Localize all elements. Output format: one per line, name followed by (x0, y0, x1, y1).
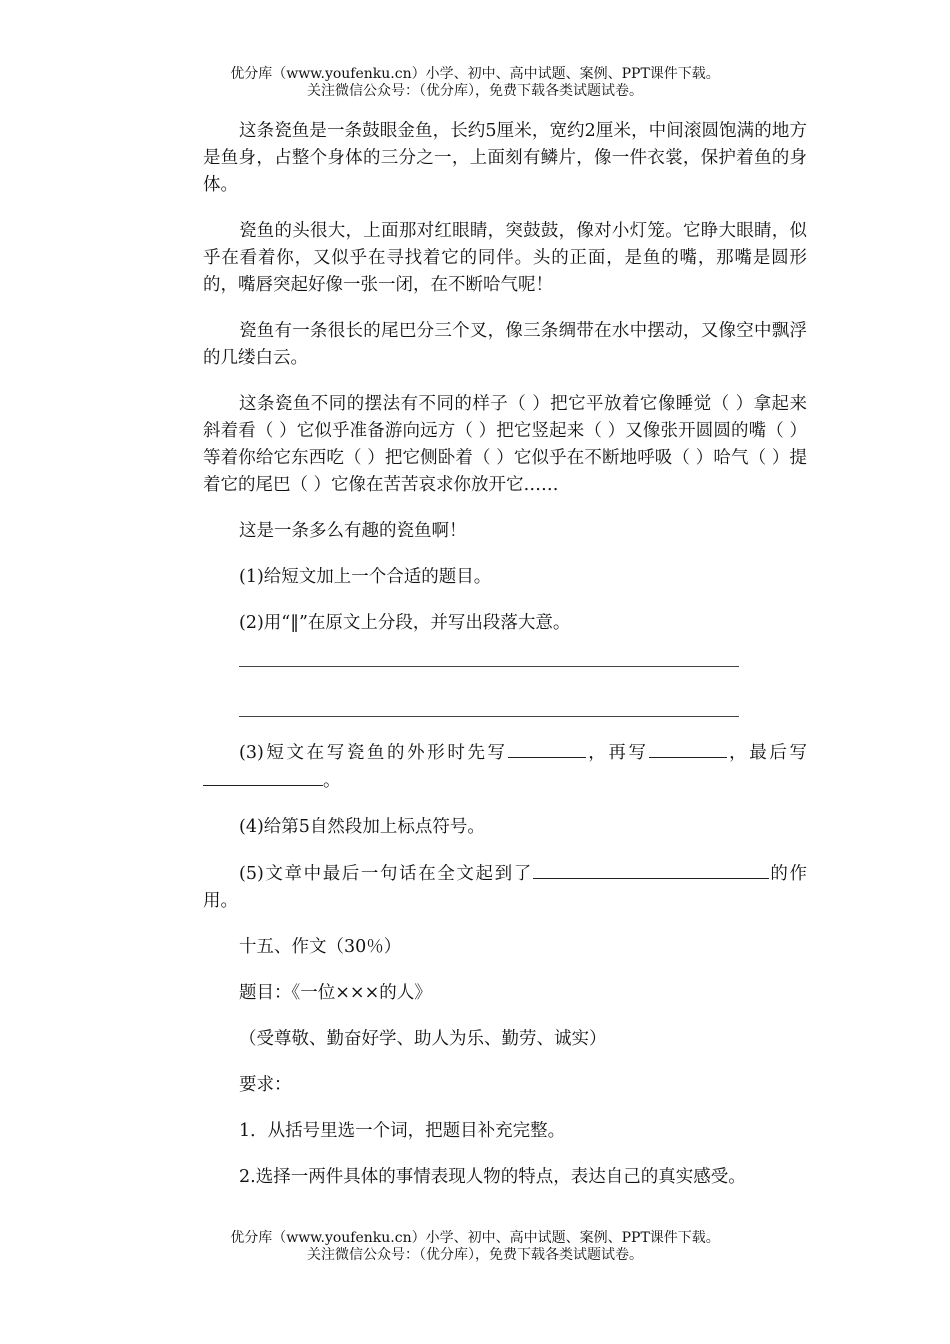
passage-paragraph-2: 瓷鱼的头很大，上面那对红眼睛，突鼓鼓，像对小灯笼。它睁大眼睛，似乎在看着你，又似乎在寻找着它的同伴。头的正面，是鱼的嘴，那嘴是圆形的，嘴唇突起好像一张一闭，在不断哈气呢！ (203, 221, 807, 295)
requirement-1: 1．从括号里选一个词，把题目补充完整。 (239, 1121, 566, 1141)
q5-blank[interactable] (533, 860, 769, 879)
q3-blank-2[interactable] (649, 739, 727, 758)
question-3 (203, 739, 807, 795)
question-5-part-a: (5)文章中最后一句话在全文起到了 (239, 864, 533, 884)
question-5 (203, 860, 807, 915)
answer-line-1[interactable] (239, 639, 739, 667)
passage-paragraph-1: 这条瓷鱼是一条鼓眼金鱼，长约5厘米，宽约2厘米，中间滚圆饱满的地方是鱼身，占整个身体的三分之一，上面刻有鳞片，像一件衣裳，保护着鱼的身体。 (203, 121, 807, 195)
question-3-part-c: ，最后写 (726, 743, 807, 763)
question-3-part-b: ，再写 (585, 743, 649, 763)
page-header (0, 66, 950, 100)
passage-paragraph-3: 瓷鱼有一条很长的尾巴分三个叉，像三条绸带在水中摆动，又像空中飘浮的几缕白云。 (203, 321, 807, 368)
question-4: (4)给第5自然段加上标点符号。 (239, 817, 485, 837)
question-3-part-d: 。 (323, 771, 341, 791)
composition-options: （受尊敬、勤奋好学、助人为乐、勤劳、诚实） (239, 1029, 607, 1049)
q3-blank-3[interactable] (203, 767, 323, 786)
requirements-label: 要求： (239, 1075, 292, 1095)
passage-paragraph-5: 这是一条多么有趣的瓷鱼啊！ (239, 521, 467, 541)
header-line-2: 关注微信公众号：（优分库），免费下载各类试题试卷。 (307, 83, 643, 99)
footer-line-1: 优分库（www.youfenku.cn）小学、初中、高中试题、案例、PPT课件下载。 (230, 1230, 720, 1246)
q3-blank-1[interactable] (508, 739, 586, 758)
answer-line-2[interactable] (239, 689, 739, 717)
question-5-part-b: 的作用。 (203, 864, 807, 911)
question-3-part-a: (3)短文在写瓷鱼的外形时先写 (239, 743, 508, 763)
footer-line-2: 关注微信公众号：（优分库），免费下载各类试题试卷。 (307, 1247, 643, 1263)
header-line-1: 优分库（www.youfenku.cn）小学、初中、高中试题、案例、PPT课件下载。 (230, 66, 720, 82)
main-content (203, 118, 807, 1210)
requirement-2: 2.选择一两件具体的事情表现人物的特点，表达自己的真实感受。 (239, 1167, 746, 1187)
composition-title: 题目：《一位×××的人》 (239, 983, 432, 1003)
composition-heading: 十五、作文（30％） (239, 937, 402, 957)
passage-paragraph-4: 这条瓷鱼不同的摆法有不同的样子（ ）把它平放着它像睡觉（ ）拿起来斜着看（ ）它似乎准备游向远方（ ）把它竖起来（ ）又像张开圆圆的嘴（ ）等着你给它东西吃（ ）把它侧卧着（ ）它似乎在不断地呼吸（ ）哈气（ ）提着它的尾巴（ ）它像在苦苦哀求你放开它…… (203, 394, 807, 495)
question-2: (2)用“‖”在原文上分段，并写出段落大意。 (239, 613, 571, 633)
question-1: (1)给短文加上一个合适的题目。 (239, 567, 492, 587)
page-footer (0, 1230, 950, 1264)
